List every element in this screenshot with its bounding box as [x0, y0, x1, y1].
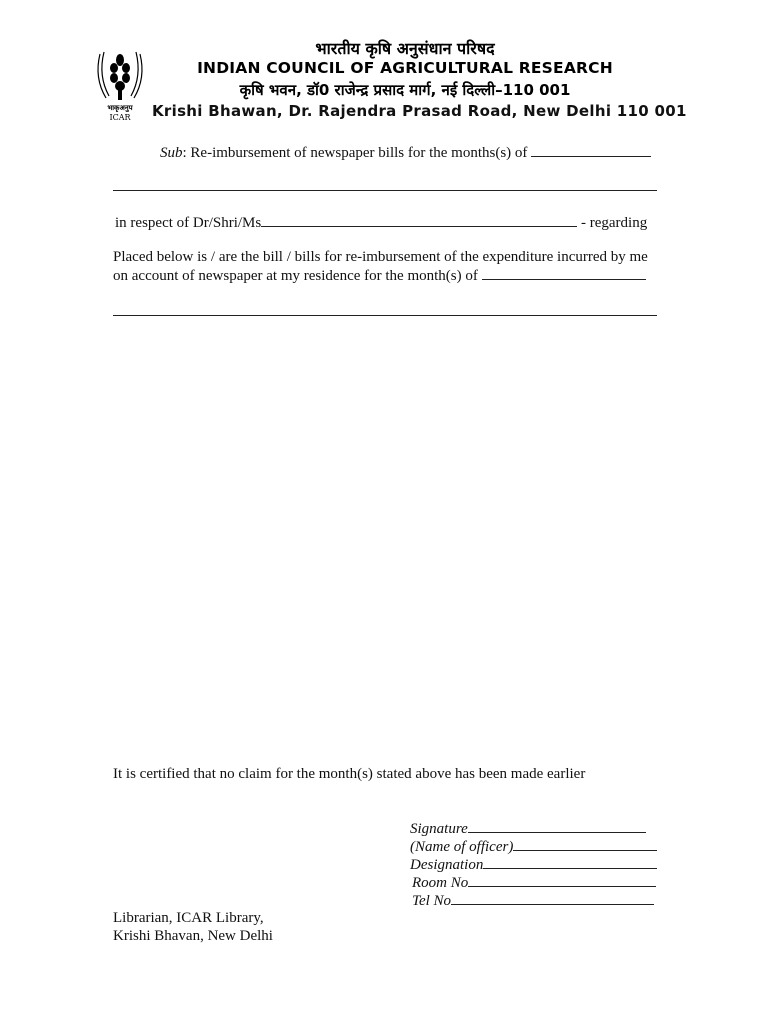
- subject-continuation-line[interactable]: [113, 190, 657, 191]
- designation-row: [410, 855, 657, 874]
- logo-caption: ICAR: [109, 113, 131, 122]
- subject-line: [160, 143, 651, 162]
- respect-line: [115, 213, 647, 232]
- hindi-address: कृषि भवन, डॉ0 राजेन्द्र प्रसाद मार्ग, नई दिल्ली–110 001: [239, 81, 571, 99]
- signature-label: Signature: [410, 821, 468, 837]
- designation-label: Designation: [410, 857, 484, 873]
- signature-row: [410, 819, 646, 838]
- logo-caption-hindi: भाकृअनुप: [107, 104, 133, 112]
- respect-prefix: in respect of Dr/Shri/Ms: [115, 215, 262, 231]
- subject-text: : Re-imbursement of newspaper bills for the months(s) of: [182, 145, 528, 161]
- hindi-title: भारतीय कृषि अनुसंधान परिषद: [315, 39, 495, 58]
- respect-suffix: - regarding: [580, 215, 648, 231]
- officer-name-row: [410, 837, 657, 856]
- addressee-line-2: Krishi Bhavan, New Delhi: [113, 928, 273, 944]
- english-title: INDIAN COUNCIL OF AGRICULTURAL RESEARCH: [197, 59, 613, 77]
- room-no-label: Room No: [412, 875, 469, 891]
- english-address: Krishi Bhawan, Dr. Rajendra Prasad Road, New Delhi 110 001: [152, 102, 687, 120]
- addressee-line-1: Librarian, ICAR Library,: [113, 910, 264, 926]
- certification-text: It is certified that no claim for the month(s) stated above has been made earlier: [113, 766, 586, 782]
- officer-name-field[interactable]: [513, 837, 657, 851]
- designation-field[interactable]: [483, 855, 657, 869]
- officer-name-label: (Name of officer): [410, 839, 514, 855]
- residence-months-blank[interactable]: [482, 266, 646, 280]
- signature-field[interactable]: [468, 819, 646, 833]
- wheat-emblem-icon: [92, 48, 148, 124]
- tel-no-label: Tel No: [412, 893, 452, 909]
- placed-line-2: [113, 266, 646, 285]
- subject-label: Sub: [160, 145, 183, 161]
- room-no-field[interactable]: [468, 873, 656, 887]
- tel-no-row: [412, 891, 654, 910]
- room-no-row: [412, 873, 656, 892]
- tel-no-field[interactable]: [451, 891, 654, 905]
- placed-line-1: Placed below is / are the bill / bills for re-imbursement of the expenditure incurred by me: [113, 249, 648, 265]
- icar-logo: [92, 48, 148, 124]
- bill-details-line[interactable]: [113, 315, 657, 316]
- name-blank[interactable]: [261, 213, 577, 227]
- months-blank[interactable]: [531, 143, 651, 157]
- placed-line-2-text: on account of newspaper at my residence for the month(s) of: [113, 268, 478, 284]
